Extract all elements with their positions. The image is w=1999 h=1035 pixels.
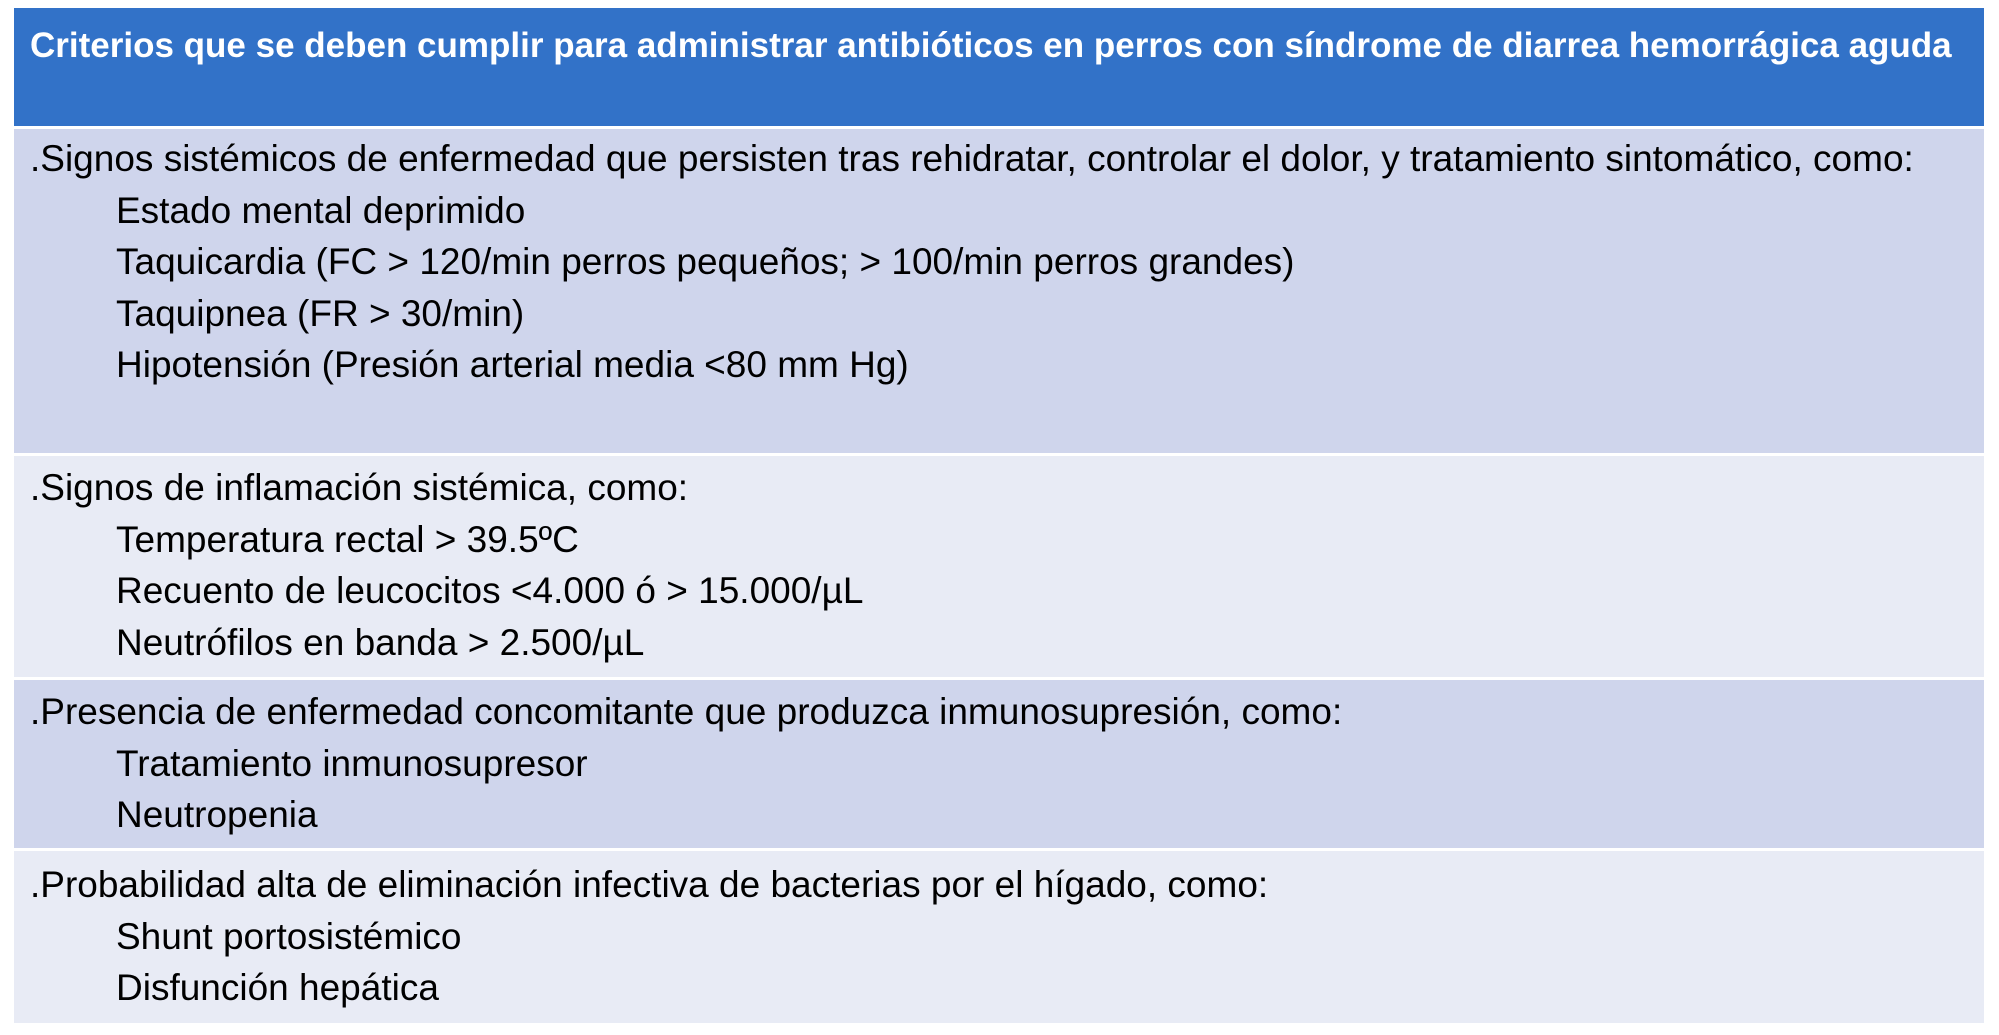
table-row — [14, 126, 1984, 453]
table-row — [14, 453, 1984, 677]
list-item: Neutropenia — [116, 794, 318, 835]
list-item: Disfunción hepática — [116, 967, 439, 1008]
table-row — [14, 848, 1984, 1023]
criteria-list — [30, 911, 1968, 1014]
table-header: Criterios que se deben cumplir para administrar antibióticos en perros con síndrome de diarrea hemorrágica aguda — [14, 8, 1984, 126]
list-item: Neutrófilos en banda > 2.500/µL — [116, 621, 645, 663]
row-intro: .Signos sistémicos de enfermedad que persisten tras rehidratar, controlar el dolor, y tratamiento sintomático, como: — [30, 138, 1914, 179]
row-intro: .Presencia de enfermedad concomitante que produzca inmunosupresión, como: — [30, 691, 1343, 732]
list-item: Shunt portosistémico — [116, 915, 462, 957]
table-row — [14, 677, 1984, 848]
criteria-list — [30, 514, 1968, 669]
list-item: Hipotensión (Presión arterial media <80 mm Hg) — [116, 344, 909, 385]
list-item: Taquicardia (FC > 120/min perros pequeños; > 100/min perros grandes) — [116, 241, 1295, 282]
criteria-list — [30, 185, 1968, 391]
row-intro: .Probabilidad alta de eliminación infectiva de bacterias por el hígado, como: — [30, 864, 1269, 905]
row-intro: .Signos de inflamación sistémica, como: — [30, 467, 689, 508]
list-item: Temperatura rectal > 39.5ºC — [116, 518, 579, 560]
list-item: Estado mental deprimido — [116, 189, 526, 231]
criteria-list — [30, 738, 1968, 841]
criteria-table — [14, 8, 1984, 1023]
list-item: Taquipnea (FR > 30/min) — [116, 292, 525, 334]
list-item: Tratamiento inmunosupresor — [116, 742, 588, 784]
list-item: Recuento de leucocitos <4.000 ó > 15.000/µL — [116, 570, 864, 611]
